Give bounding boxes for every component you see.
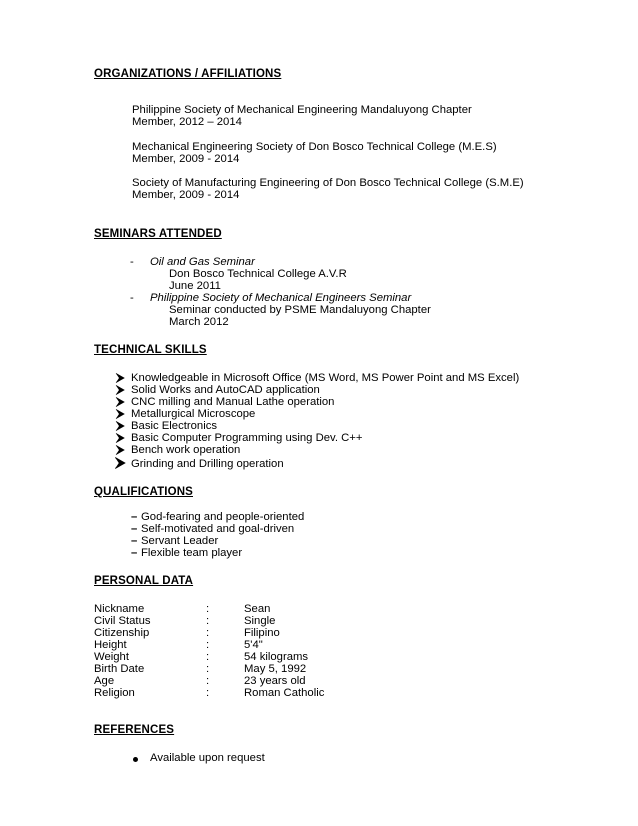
qualifications-heading: QUALIFICATIONS [94, 486, 193, 498]
personal-value-weight: 54 kilograms [244, 651, 309, 663]
arrow-bullet-icon [115, 445, 125, 455]
organizations-heading: ORGANIZATIONS / AFFILIATIONS [94, 68, 282, 80]
seminar-2-date: March 2012 [169, 316, 229, 328]
personal-value-age: 23 years old [244, 675, 306, 687]
seminar-1-marker: - [130, 256, 134, 268]
qualification-item: Flexible team player [141, 547, 243, 559]
org-item-3-detail: Member, 2009 - 2014 [132, 189, 240, 201]
org-item-1-detail: Member, 2012 – 2014 [132, 116, 242, 128]
seminar-1-venue: Don Bosco Technical College A.V.R [169, 268, 347, 280]
skill-item: Bench work operation [131, 444, 241, 456]
personal-label-nickname: Nickname [94, 603, 145, 615]
skills-heading: TECHNICAL SKILLS [94, 344, 207, 356]
arrow-bullet-icon [115, 421, 125, 431]
seminar-1-date: June 2011 [169, 280, 221, 292]
org-item-1-name: Philippine Society of Mechanical Engineering Mandaluyong Chapter [132, 104, 472, 116]
qualification-2-dash: – [131, 523, 138, 535]
qualification-1-dash: – [131, 511, 138, 523]
personal-separator: : [206, 627, 210, 639]
skill-item: Grinding and Drilling operation [131, 458, 284, 470]
arrow-bullet-icon [114, 457, 126, 469]
arrow-bullet-icon [115, 373, 125, 383]
skill-item: Knowledgeable in Microsoft Office (MS Word, MS Power Point and MS Excel) [131, 372, 520, 384]
qualification-item: Servant Leader [141, 535, 219, 547]
references-item: Available upon request [150, 752, 265, 764]
seminar-2-title: Philippine Society of Mechanical Engineers Seminar [150, 292, 412, 304]
qualification-item: Self-motivated and goal-driven [141, 523, 295, 535]
personal-value-religion: Roman Catholic [244, 687, 325, 699]
personal-value-civil-status: Single [244, 615, 276, 627]
personal-value-citizenship: Filipino [244, 627, 280, 639]
qualification-4-dash: – [131, 547, 138, 559]
personal-label-civil-status: Civil Status [94, 615, 151, 627]
arrow-bullet-icon [115, 409, 125, 419]
arrow-bullet-icon [115, 385, 125, 395]
personal-value-nickname: Sean [244, 603, 271, 615]
org-item-2-name: Mechanical Engineering Society of Don Bosco Technical College (M.E.S) [132, 141, 497, 153]
arrow-bullet-icon [115, 397, 125, 407]
skill-item: Solid Works and AutoCAD application [131, 384, 320, 396]
personal-separator: : [206, 615, 210, 627]
references-heading: REFERENCES [94, 724, 175, 736]
personal-separator: : [206, 675, 210, 687]
personal-label-age: Age [94, 675, 115, 687]
skill-item: Basic Electronics [131, 420, 218, 432]
personal-data-heading: PERSONAL DATA [94, 575, 194, 587]
personal-separator: : [206, 663, 210, 675]
personal-label-citizenship: Citizenship [94, 627, 150, 639]
personal-separator: : [206, 651, 210, 663]
org-item-2-detail: Member, 2009 - 2014 [132, 153, 240, 165]
seminar-1-title: Oil and Gas Seminar [150, 256, 255, 268]
bullet-dot-icon [133, 757, 138, 762]
personal-label-religion: Religion [94, 687, 135, 699]
seminars-heading: SEMINARS ATTENDED [94, 228, 222, 240]
personal-separator: : [206, 603, 210, 615]
skill-item: Basic Computer Programming using Dev. C++ [131, 432, 363, 444]
personal-separator: : [206, 639, 210, 651]
personal-value-birth-date: May 5, 1992 [244, 663, 307, 675]
personal-label-weight: Weight [94, 651, 129, 663]
skill-item: Metallurgical Microscope [131, 408, 256, 420]
personal-label-birth-date: Birth Date [94, 663, 145, 675]
qualification-item: God-fearing and people-oriented [141, 511, 305, 523]
seminar-2-marker: - [130, 292, 134, 304]
personal-separator: : [206, 687, 210, 699]
skill-item: CNC milling and Manual Lathe operation [131, 396, 335, 408]
personal-label-height: Height [94, 639, 127, 651]
seminar-2-venue: Seminar conducted by PSME Mandaluyong Chapter [169, 304, 431, 316]
org-item-3-name: Society of Manufacturing Engineering of Don Bosco Technical College (S.M.E) [132, 177, 524, 189]
arrow-bullet-icon [115, 433, 125, 443]
personal-value-height: 5'4" [244, 639, 263, 651]
qualification-3-dash: – [131, 535, 138, 547]
